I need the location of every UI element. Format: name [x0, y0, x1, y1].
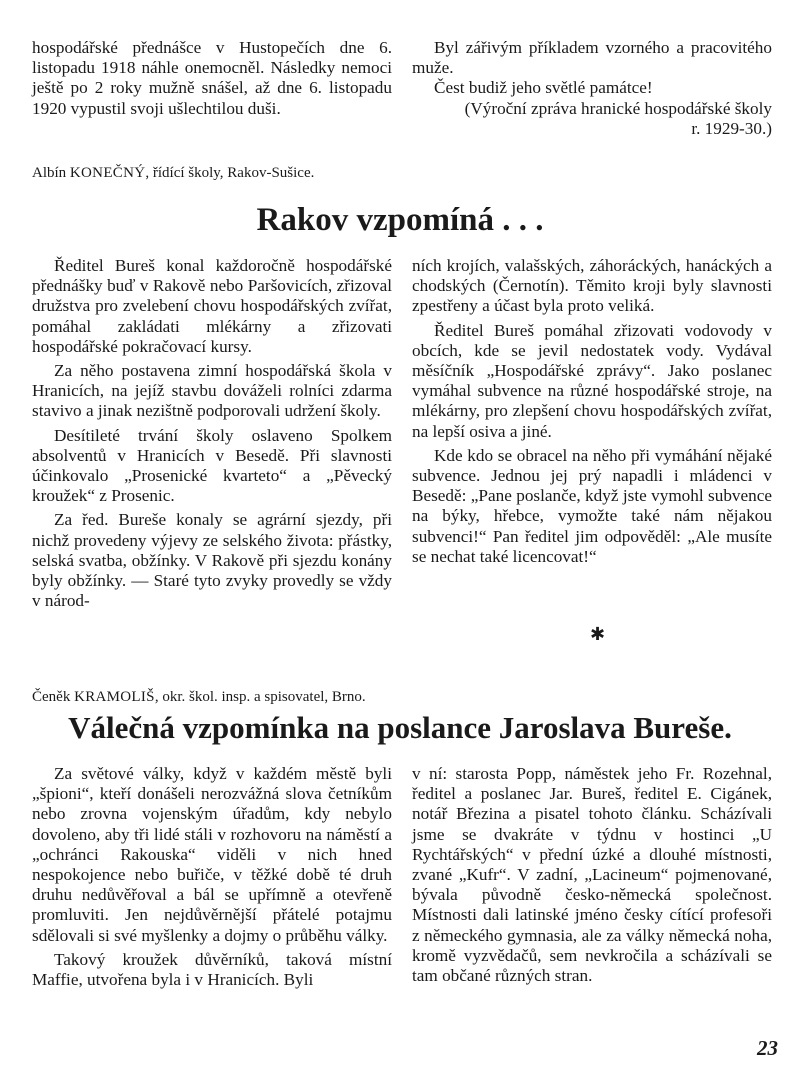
article-left-column: [32, 256, 392, 611]
paragraph: Za řed. Bureše konaly se agrární sjezdy, při nichž provedeny výjevy ze selského života: přástky, selská svatba, obžínky. V Rakově při sjezdu konány byly obžínky. — Staré tyto zvyky provedly se vždy v národ-: [32, 510, 392, 611]
top-left-column: [32, 38, 392, 119]
author-first-name: Albín: [32, 165, 70, 181]
paragraph: Byl zářivým příkladem vzorného a pracovitého muže.: [412, 38, 772, 78]
article-title: Válečná vzpomínka na poslance Jaroslava Bureše.: [68, 710, 732, 745]
paragraph: Desítileté trvání školy oslaveno Spolkem absolventů v Hranicích v Besedě. Při slavnosti účinkovalo „Prosenické kvarteto“ a „Pěvecký kroužek“ z Prosenic.: [32, 425, 392, 506]
paragraph: Ředitel Bureš konal každoročně hospodářské přednášky buď v Rakově nebo Paršovicích, zřizoval družstva pro zvelebení chovu hospodářských zvířat, pomáhal zakládati mlékárny a zřizovati hospodářské pokračovací kursy.: [32, 256, 392, 356]
article-title: Rakov vzpomíná . . .: [256, 202, 544, 238]
paragraph: Ředitel Bureš pomáhal zřizovati vodovody v obcích, kde se jevil nedostatek vody. Vydával měsíčník „Hospodářské zprávy“. Jako poslanec vymáhal subvence na různé hospodářské stroje, na mlékárny, pro zlepšení chovu hospodářských zvířat, na lepší osiva a jiné.: [412, 320, 772, 441]
paragraph: Takový kroužek důvěrníků, taková místní Maffie, utvořena byla i v Hranicích. Byli: [32, 949, 392, 990]
end-of-article-mark: ✱: [590, 624, 606, 644]
author-first-name: Čeněk: [32, 689, 75, 705]
article-left-column: [32, 764, 392, 990]
author-surname: KRAMOLIŠ: [74, 689, 155, 705]
author-role: , řídící školy, Rakov-Sušice.: [145, 165, 315, 181]
article-author-line: [32, 164, 314, 182]
paragraph: v ní: starosta Popp, náměstek jeho Fr. Rozehnal, ředitel a poslanec Jar. Bureš, ředitel E. Cigánek, notář Březina a pisatel tohoto článku. Scházívali jsme se dvakráte v týdnu v hostinci „U Rychtářských“ v přední úzké a dlouhé místnosti, zvané „Kufr“. V zadní, „Lacineum“ pojmenované, bývala původně česko-německá společnost. Místnosti dali latinské jméno česky cítící profesoři z německého gymnasia, ale za války německá noha, kromě vyzvědačů, sem nevkročila a scházívali se tam občané různých stran.: [412, 764, 772, 986]
paragraph: Za světové války, když v každém městě byli „špioni“, kteří donášeli nerozvážná slova četníkům nebo zrovna vojenským úřadům, kdy nebylo dovoleno, aby tři lidé stáli v rozhovoru na náměstí a „ochránci Rakouska“ viděli v nich hned nespokojence nebo buřiče, v těžké době té druh druhu nedůvěřoval a bál se upřímně a otevřeně promluviti. Jen nejdůvěrnější přátelé potajmu sdělovali si své myšlenky a dojmy o průběhu války.: [32, 764, 392, 945]
paragraph: Kde kdo se obracel na něho při vymáhání nějaké subvence. Jednou jej prý napadli i mládenci v Besedě: „Pane poslanče, když jste vymohl subvence na býky, hřebce, vymožte také nám nějakou subvenci!“ Pan ředitel jim odpověděl: „Ale musíte se nechat také licencovat!“: [412, 445, 772, 566]
paragraph: Za něho postavena zimní hospodářská škola v Hranicích, na jejíž stavbu dováželi rolníci zdarma stavivo a jinak nezištně podporovali udržení školy.: [32, 361, 392, 421]
article-right-column: [412, 256, 772, 567]
page-number: 23: [757, 1036, 778, 1060]
author-role: , okr. škol. insp. a spisovatel, Brno.: [154, 689, 366, 705]
paragraph: ních krojích, valašských, záhoráckých, hanáckých a chodských (Černotín). Těmito kroji byly slavnosti zpestřeny a účast byla proto veliká.: [412, 256, 772, 316]
article-author-line: [32, 688, 366, 706]
paragraph: hospodářské přednášce v Hustopečích dne 6. listopadu 1918 náhle onemocněl. Následky nemoci ještě po 2 roky mužně snášel, až dne 6. listopadu 1920 vypustil svoji ušlechtilou duši.: [32, 38, 392, 118]
source-citation: (Výroční zpráva hranické hospodářské školy r. 1929-30.): [464, 98, 772, 138]
paragraph: Čest budiž jeho světlé památce!: [434, 78, 653, 98]
top-right-column: [412, 38, 772, 139]
author-surname: KONEČNÝ: [69, 165, 146, 181]
article-right-column: [412, 764, 772, 986]
